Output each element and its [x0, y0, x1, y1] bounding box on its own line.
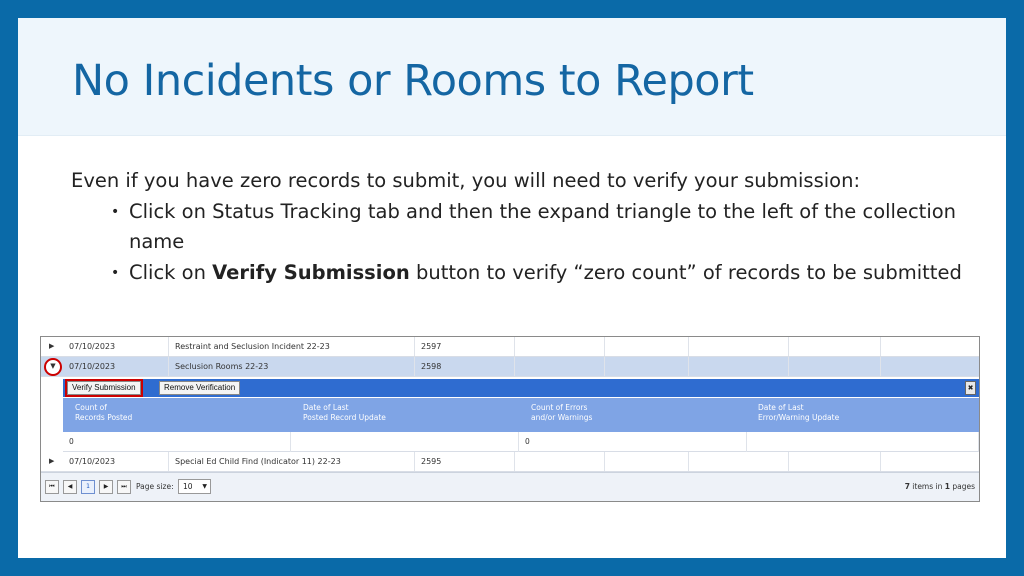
row-collection-name: Seclusion Rooms 22-23	[169, 357, 415, 376]
page-number-button[interactable]: 1	[81, 480, 95, 494]
verify-submission-button[interactable]: Verify Submission	[67, 381, 141, 395]
row-empty-cell	[689, 337, 789, 356]
row-date: 07/10/2023	[63, 337, 169, 356]
header-line: Date of Last	[758, 403, 804, 412]
page-size-select[interactable]	[178, 479, 211, 494]
header-line: Error/Warning Update	[758, 413, 840, 422]
items-count: 7	[904, 482, 910, 491]
header-date-error	[758, 403, 839, 423]
page-size-label: Page size:	[136, 482, 174, 491]
slide-title: No Incidents or Rooms to Report	[72, 56, 754, 106]
row-id: 2597	[415, 337, 515, 356]
prev-page-icon[interactable]: ◀	[63, 480, 77, 494]
row-collection-name: Restraint and Seclusion Incident 22-23	[169, 337, 415, 356]
pager	[41, 472, 979, 502]
header-line: Count of Errors	[531, 403, 588, 412]
first-page-icon[interactable]: ⏮	[45, 480, 59, 494]
row-id: 2595	[415, 452, 515, 471]
detail-values-row	[63, 432, 979, 452]
detail-header	[63, 398, 979, 432]
pages-count: 1	[944, 482, 950, 491]
row-empty-cell	[515, 337, 605, 356]
row-empty-cell	[515, 357, 605, 376]
value-date-error	[747, 432, 979, 452]
header-date-posted	[303, 403, 386, 423]
row-date: 07/10/2023	[63, 357, 169, 376]
next-page-icon[interactable]: ▶	[99, 480, 113, 494]
slide-body	[71, 166, 971, 288]
header-line: and/or Warnings	[531, 413, 593, 422]
bullet-icon: •	[111, 264, 120, 281]
remove-verification-button[interactable]: Remove Verification	[159, 381, 240, 395]
detail-toolbar	[63, 379, 979, 397]
row-empty-cell	[515, 452, 605, 471]
bullet-text-2-suffix: button to verify “zero count” of records to be submitted	[409, 260, 962, 284]
bullet-text-2-bold: Verify Submission	[212, 260, 410, 284]
header-line: Date of Last	[303, 403, 349, 412]
header-line: Count of	[75, 403, 107, 412]
row-empty-cell	[689, 452, 789, 471]
header-count-errors	[531, 403, 592, 423]
items-text: items in	[909, 482, 945, 491]
table-row-selected[interactable]	[41, 357, 979, 377]
bullet-item-2	[71, 258, 971, 289]
header-line: Posted Record Update	[303, 413, 386, 422]
title-band	[18, 18, 1006, 136]
row-empty-cell	[605, 452, 689, 471]
pages-text: pages	[949, 482, 975, 491]
row-empty-cell	[605, 357, 689, 376]
slide	[18, 18, 1006, 558]
row-empty-cell	[789, 452, 881, 471]
close-icon[interactable]: ✖	[965, 381, 976, 395]
row-date: 07/10/2023	[63, 452, 169, 471]
table-row[interactable]	[41, 452, 979, 472]
collapse-triangle-icon[interactable]: ▼	[44, 358, 62, 376]
row-empty-cell	[689, 357, 789, 376]
page-size-value: 10	[183, 482, 193, 491]
bullet-item-1	[71, 197, 971, 258]
bullet-text-2-prefix: Click on	[129, 260, 213, 284]
header-line: Records Posted	[75, 413, 133, 422]
bullet-icon: •	[111, 203, 120, 220]
row-collection-name: Special Ed Child Find (Indicator 11) 22-23	[169, 452, 415, 471]
row-empty-cell	[605, 337, 689, 356]
row-empty-cell	[789, 337, 881, 356]
items-summary	[905, 481, 975, 493]
row-id: 2598	[415, 357, 515, 376]
row-empty-cell	[789, 357, 881, 376]
bullet-text-1: Click on Status Tracking tab and then the expand triangle to the left of the collection name	[129, 199, 957, 253]
table-row[interactable]	[41, 337, 979, 357]
expand-triangle-icon[interactable]: ▶	[49, 457, 55, 465]
value-count-records: 0	[63, 432, 291, 452]
status-tracking-grid	[40, 336, 980, 502]
last-page-icon[interactable]: ⏭	[117, 480, 131, 494]
chevron-down-icon: ▼	[202, 483, 207, 490]
expand-triangle-icon[interactable]: ▶	[49, 342, 55, 350]
value-date-posted	[291, 432, 519, 452]
value-count-errors: 0	[519, 432, 747, 452]
intro-text: Even if you have zero records to submit, you will need to verify your submission:	[71, 169, 861, 192]
header-count-records	[75, 403, 132, 423]
